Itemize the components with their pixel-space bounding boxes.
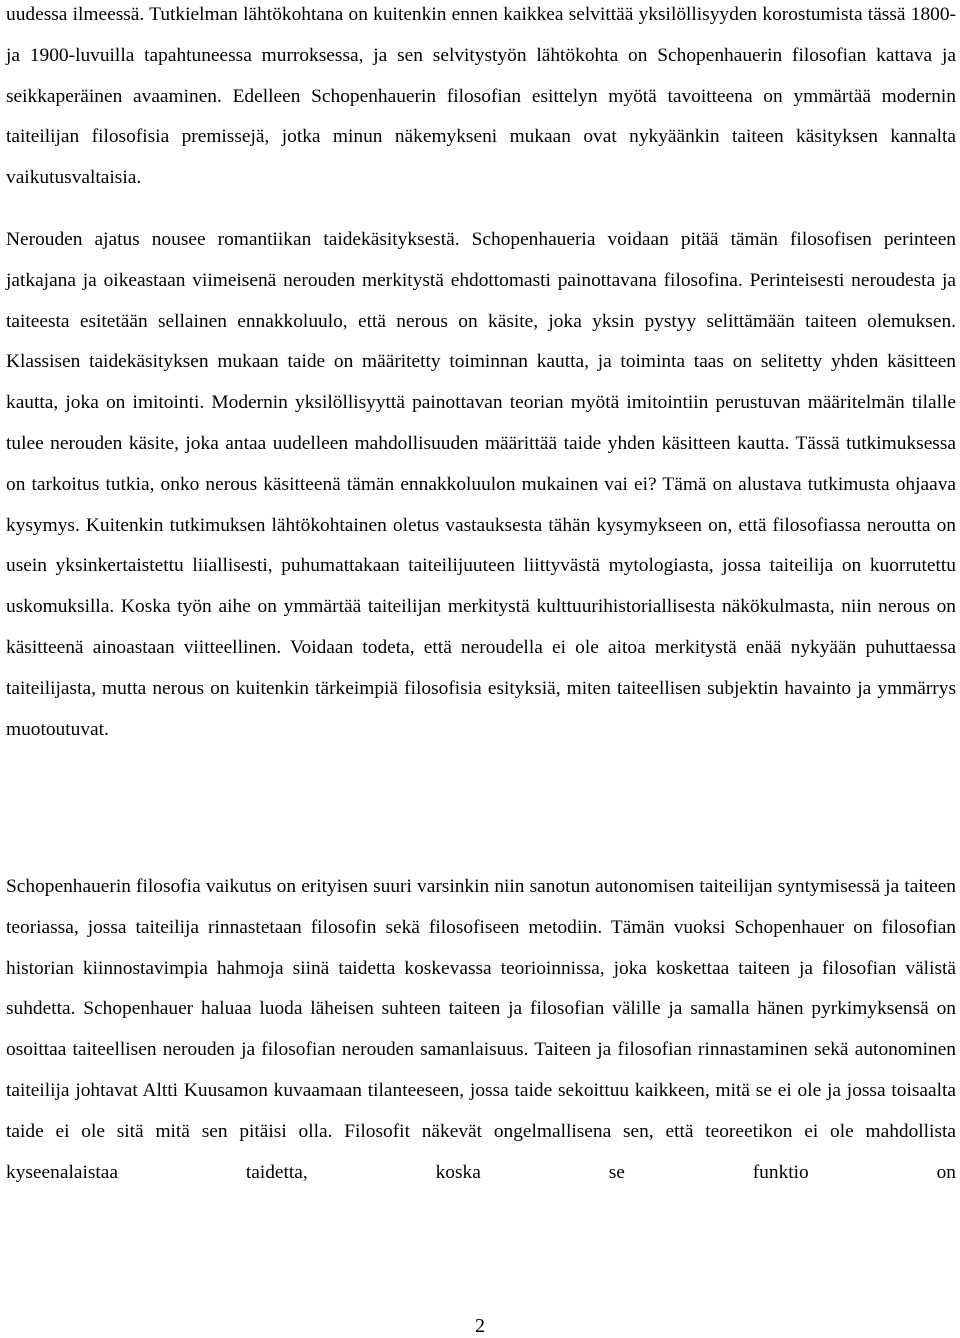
paragraph-1: uudessa ilmeessä. Tutkielman lähtökohtana on kuitenkin ennen kaikkea selvittää yksilöllisyyden korostumista tässä 1800- ja 1900-luvuilla tapahtuneessa murroksessa, ja sen selvitystyön lähtökohta on Schopenhauerin filosofian kattava ja seikkaperäinen avaaminen. Edelleen Schopenhauerin filosofian esittelyn myötä tavoitteena on ymmärtää modernin taiteilijan filosofisia premissejä, jotka minun näkemykseni mukaan ovat nykyäänkin taiteen käsityksen kannalta vaikutusvaltaisia.	[6, 4, 956, 189]
page-number: 2	[475, 1315, 485, 1337]
paragraph-3: Schopenhauerin filosofia vaikutus on erityisen suuri varsinkin niin sanotun autonomisen taiteilijan syntymisessä ja taiteen teoriassa, jossa taiteilija rinnastetaan filosofin sekä filosofiseen metodiin. Tämän vuoksi Schopenhauer on filosofian historian kiinnostavimpia hahmoja siinä taidetta koskevassa teorioinnissa, joka koskettaa taiteen ja filosofian välistä suhdetta. Schopenhauer haluaa luoda läheisen suhteen taiteen ja filosofian välille ja samalla hänen pyrkimyksensä on osoittaa taiteellisen nerouden ja filosofian nerouden samanlaisuus. Taiteen ja filosofian rinnastaminen sekä autonominen taiteilija johtavat Altti Kuusamon kuvaamaan tilanteeseen, jossa taide sekoittuu kaikkeen, mitä se ei ole ja jossa toisaalta taide ei ole sitä mitä sen pitäisi olla. Filosofit näkevät ongelmallisena sen, että teoreetikon ei ole mahdollista kyseenalaistaa taidetta, koska se funktio on	[6, 876, 956, 1183]
paragraph-2: Nerouden ajatus nousee romantiikan taidekäsityksestä. Schopenhaueria voidaan pitää tämän filosofisen perinteen jatkajana ja oikeastaan viimeisenä nerouden merkitystä ehdottomasti painottavana filosofina. Perinteisesti neroudesta ja taiteesta esitetään sellainen ennakkoluulo, että nerous on käsite, joka yksin pystyy selittämään taiteen olemuksen. Klassisen taidekäsityksen mukaan taide on määritetty toiminnan kautta, ja toiminta taas on selitetty yhden käsitteen kautta, joka on imitointi. Modernin yksilöllisyyttä painottavan teorian myötä imitointiin perustuvan määritelmän tilalle tulee nerouden käsite, joka antaa uudelleen mahdollisuuden määrittää taide yhden käsitteen kautta. Tässä tutkimuksessa on tarkoitus tutkia, onko nerous käsitteenä tämän ennakkoluulon mukainen vai ei? Tämä on alustava tutkimusta ohjaava kysymys. Kuitenkin tutkimuksen lähtökohtainen oletus vastauksesta tähän kysymykseen on, että filosofiassa neroutta on usein yksinkertaistettu liiallisesti, puhumattakaan taiteilijuuteen liittyvästä mytologiasta, jossa taiteilija on kuorrutettu uskomuksilla. Koska työn aihe on ymmärtää taiteilijan merkitystä kulttuurihistoriallisesta näkökulmasta, niin nerous on käsitteenä ainoastaan viitteellinen. Voidaan todeta, että neroudella ei ole aitoa merkitystä enää nykyään puhuttaessa taiteilijasta, mutta nerous on kuitenkin tärkeimpiä filosofisia esityksiä, miten taiteellisen subjektin havainto ja ymmärrys muotoutuvat.	[6, 229, 956, 740]
